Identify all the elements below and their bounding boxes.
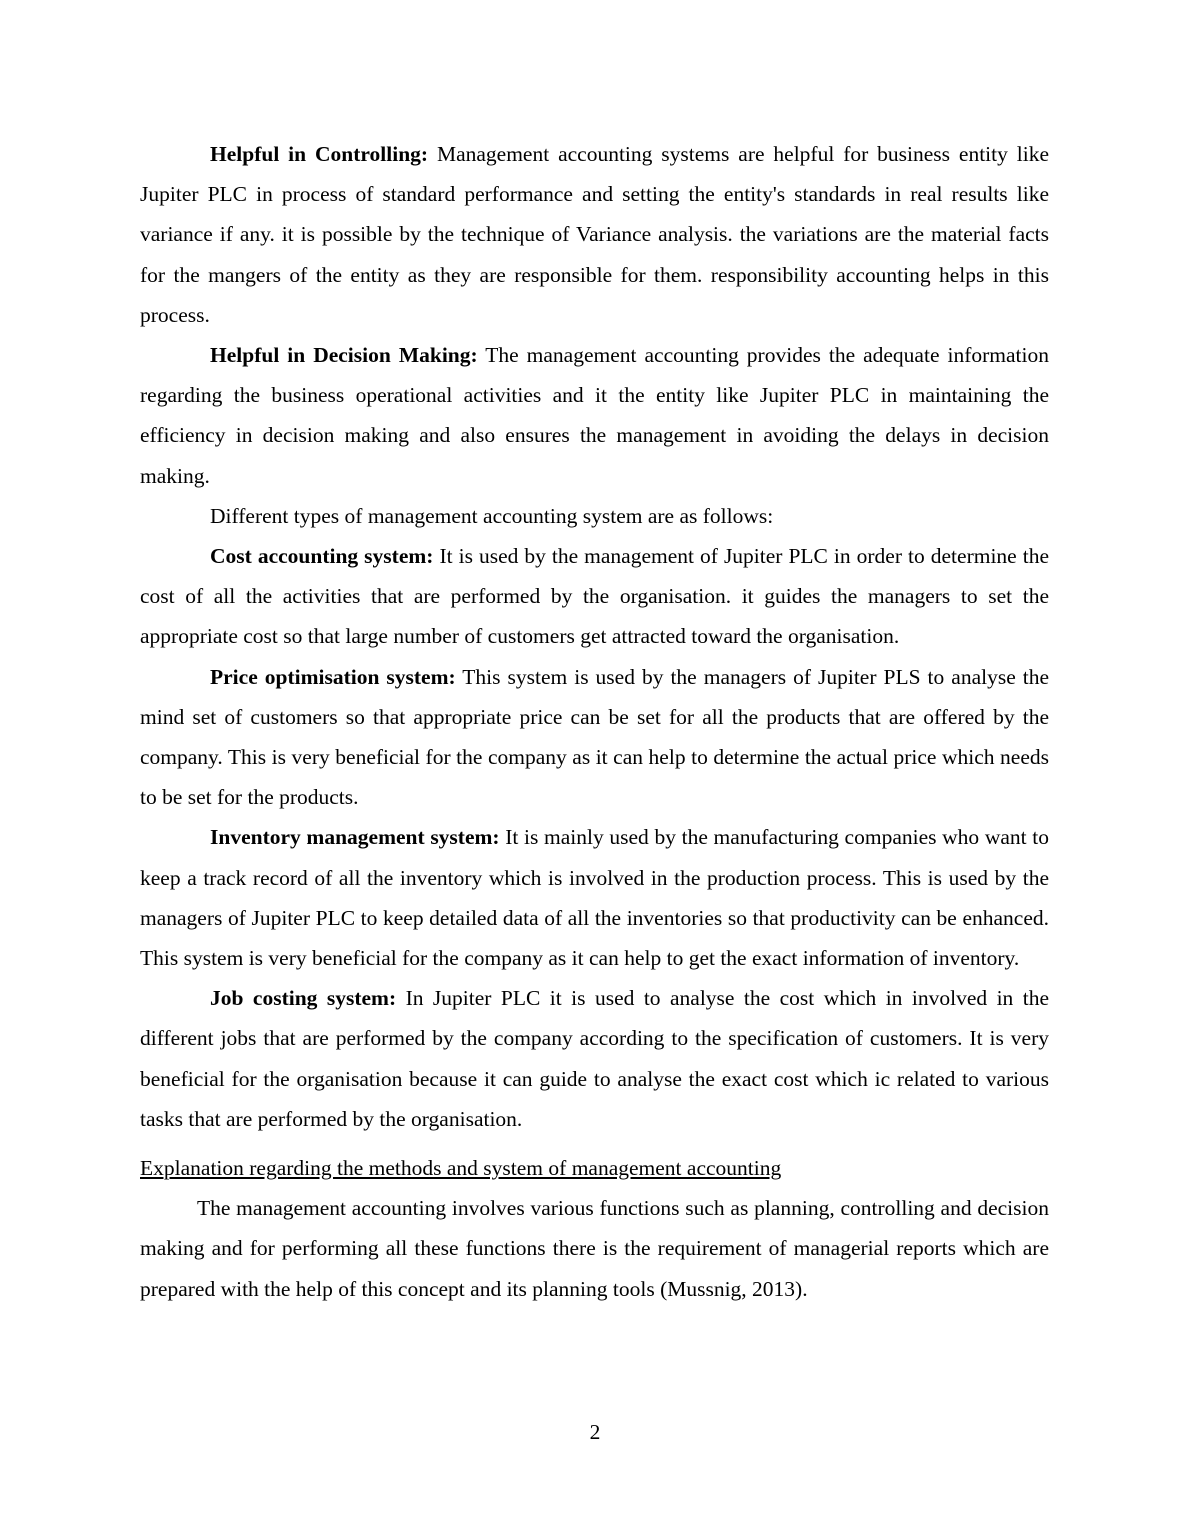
paragraph-term: Cost accounting system:	[210, 544, 434, 569]
paragraph-text: In Jupiter PLC it is used to analyse the cost which in involved in the different jobs that are performed by the company according to the specification of customers. It is very beneficial for the organisation because it can guide to analyse the exact cost which ic related to various tasks that are performed by the organisation.	[140, 986, 1050, 1131]
paragraph-term: Helpful in Decision Making:	[210, 343, 478, 368]
paragraph-inventory-management-system	[140, 817, 1049, 978]
paragraph-term: Inventory management system:	[210, 825, 500, 850]
paragraph-term: Helpful in Controlling:	[210, 142, 429, 166]
paragraph-job-costing-system	[140, 978, 1049, 1139]
document-page	[140, 134, 1049, 1309]
paragraph-text: It is used by the management of Jupiter PLC in order to determine the cost of all the activities that are performed by the organisation. it guides the managers to set the appropriate cost so that large number of customers get attracted toward the organisation.	[140, 544, 1049, 649]
paragraph-text: Management accounting systems are helpful for business entity like Jupiter PLC in process of standard performance and setting the entity's standards in real results like variance if any. it is possible by the technique of Variance analysis. the variations are the material facts for the mangers of the entity as they are responsible for them. responsibility accounting helps in this process.	[140, 142, 1049, 327]
paragraph-term: Price optimisation system:	[210, 664, 456, 689]
paragraph-helpful-in-decision-making	[140, 335, 1049, 496]
page-number: 2	[589, 1420, 601, 1444]
paragraph-term: Job costing system:	[210, 986, 397, 1011]
paragraph-types-intro	[140, 496, 1049, 536]
paragraph-price-optimisation-system	[140, 657, 1049, 818]
paragraph-text: It is mainly used by the manufacturing companies who want to keep a track record of all the inventory which is involved in the production process. This is used by the managers of Jupiter PLC to keep detailed data of all the inventories so that productivity can be enhanced. This system is very beneficial for the company as it can help to get the exact information of inventory.	[140, 825, 1049, 971]
section-paragraph: The management accounting involves various functions such as planning, controlling and decision making and for performing all these functions there is the requirement of managerial reports which are prepared with the help of this concept and its planning tools (Mussnig, 2013).	[140, 1196, 1049, 1301]
paragraph-text: This system is used by the managers of Jupiter PLS to analyse the mind set of customers so that appropriate price can be set for all the products that are offered by the company. This is very beneficial for the company as it can help to determine the actual price which needs to be set for the products.	[140, 664, 1050, 810]
paragraph-text: Different types of management accounting system are as follows:	[210, 503, 774, 528]
paragraph-cost-accounting-system	[140, 536, 1049, 657]
paragraph-text: The management accounting provides the adequate information regarding the business operational activities and it the entity like Jupiter PLC in maintaining the efficiency in decision making and also ensures the management in avoiding the delays in decision making.	[140, 343, 1049, 488]
section-heading: Explanation regarding the methods and system of management accounting	[140, 1156, 782, 1181]
paragraph-helpful-in-controlling	[140, 134, 1049, 335]
